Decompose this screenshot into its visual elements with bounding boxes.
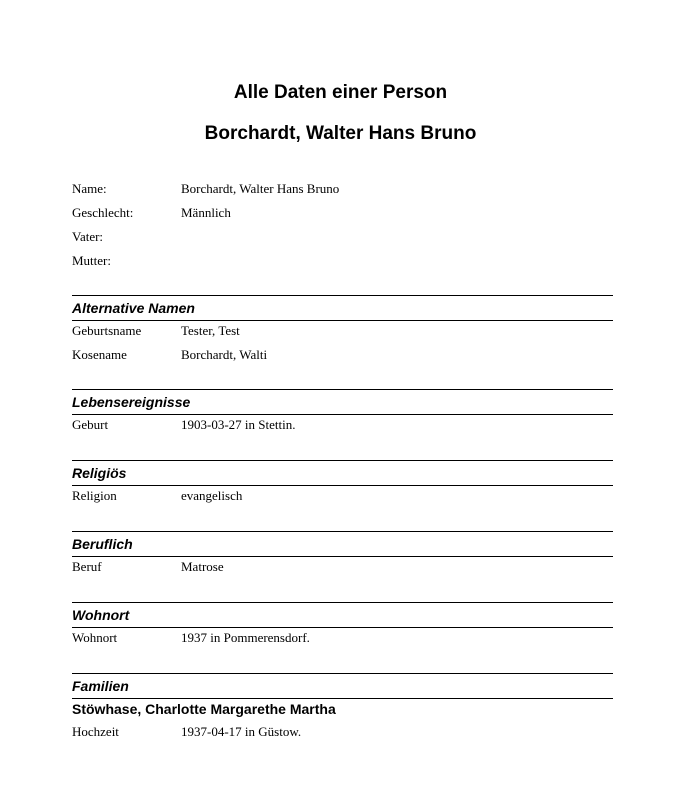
section-heading: Familien: [72, 678, 129, 694]
family-spouse-name: Stöwhase, Charlotte Margarethe Martha: [72, 701, 336, 717]
field-label: Kosename: [72, 347, 127, 362]
basic-row-name: [72, 179, 613, 199]
field-label: Beruf: [72, 559, 102, 574]
section-heading: Alternative Namen: [72, 300, 195, 316]
section-heading: Religiös: [72, 465, 127, 481]
field-value: evangelisch: [181, 488, 243, 503]
field-value: Tester, Test: [181, 323, 240, 338]
event-row-birth: [72, 415, 613, 435]
field-value: 1937-04-17 in Güstow.: [181, 724, 302, 739]
field-label: Hochzeit: [72, 724, 119, 739]
section-residence: [72, 602, 613, 628]
basic-row-gender: [72, 203, 613, 223]
field-label: Geburt: [72, 417, 109, 432]
basic-row-mother: [72, 251, 613, 271]
section-heading: Beruflich: [72, 536, 133, 552]
section-heading: Wohnort: [72, 607, 130, 623]
field-value: Borchardt, Walter Hans Bruno: [181, 181, 340, 196]
field-label: Vater:: [72, 229, 104, 244]
field-value: Matrose: [181, 559, 224, 574]
family-row-wedding: [72, 722, 613, 742]
section-alternative-names: [72, 295, 613, 321]
occupation-row: [72, 557, 613, 577]
field-value: Borchardt, Walti: [181, 347, 268, 362]
section-occupation: [72, 531, 613, 557]
field-label: Mutter:: [72, 253, 111, 268]
alt-name-row-nickname: [72, 345, 613, 365]
person-heading: Borchardt, Walter Hans Bruno: [204, 123, 477, 144]
field-label: Geschlecht:: [72, 205, 134, 220]
field-label: Geburtsname: [72, 323, 142, 338]
section-religious: [72, 460, 613, 486]
field-value: 1937 in Pommerensdorf.: [181, 630, 310, 645]
field-label: Religion: [72, 488, 117, 503]
section-life-events: [72, 389, 613, 415]
section-families: [72, 673, 613, 699]
field-value: Männlich: [181, 205, 231, 220]
report-title: Alle Daten einer Person: [233, 82, 448, 103]
field-label: Name:: [72, 181, 107, 196]
residence-row: [72, 628, 613, 648]
basic-row-father: [72, 227, 613, 247]
section-heading: Lebensereignisse: [72, 394, 191, 410]
alt-name-row-birthname: [72, 321, 613, 341]
field-label: Wohnort: [72, 630, 118, 645]
religion-row: [72, 486, 613, 506]
field-value: 1903-03-27 in Stettin.: [181, 417, 296, 432]
